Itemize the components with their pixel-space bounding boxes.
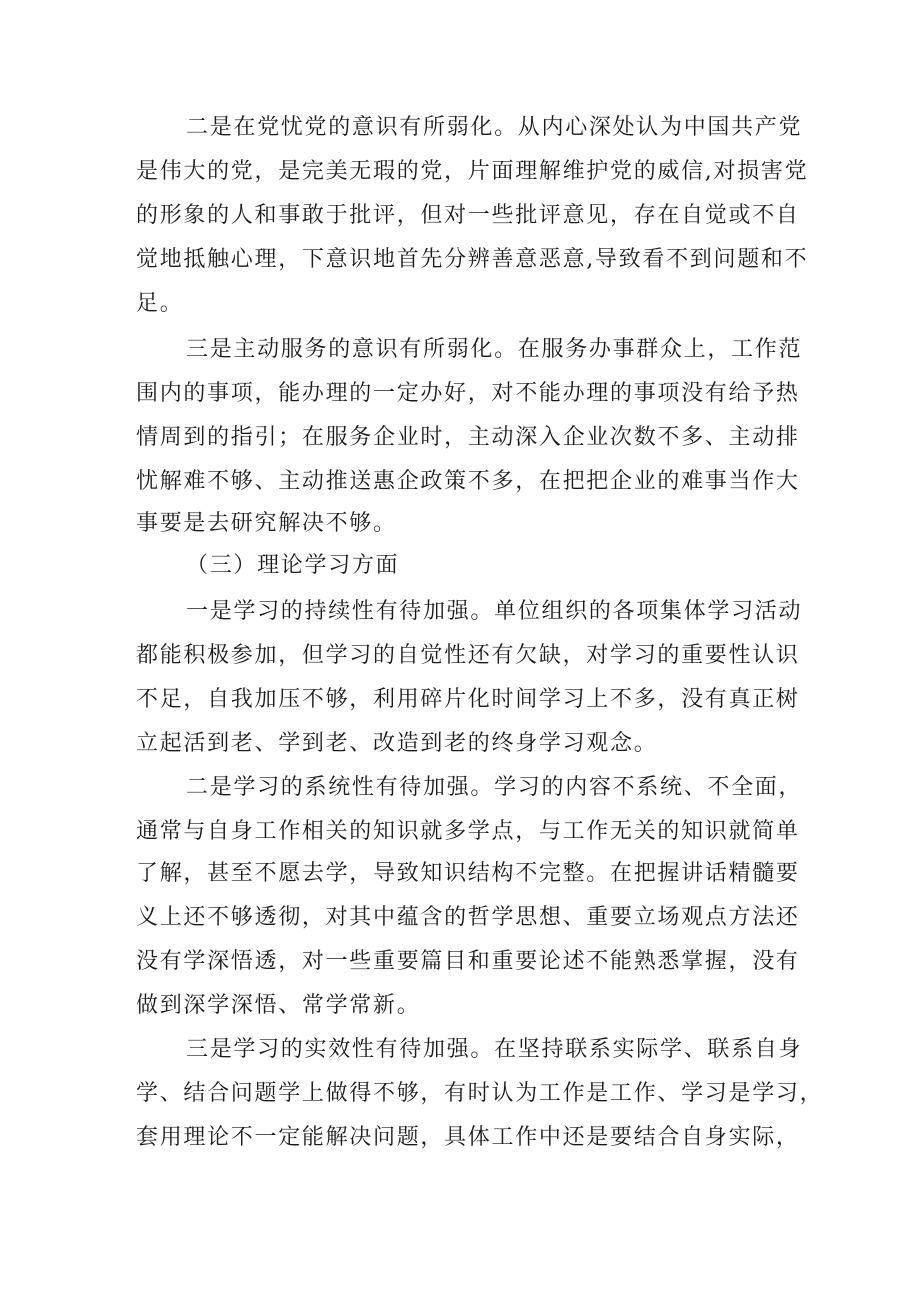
paragraph-4-line-1: 二是学习的系统性有待加强。学习的内容不系统、不全面，	[186, 775, 803, 800]
section-heading: （三）理论学习方面	[186, 553, 400, 578]
paragraph-4-line-4: 义上还不够透彻，对其中蕴含的哲学思想、重要立场观点方法还	[136, 905, 800, 930]
paragraph-2-line-2: 围内的事项，能办理的一定办好，对不能办理的事项没有给予热	[136, 381, 800, 406]
paragraph-3-line-4: 立起活到老、学到老、改造到老的终身学习观念。	[136, 731, 658, 756]
paragraph-5-line-1: 三是学习的实效性有待加强。在坚持联系实际学、联系自身	[186, 1037, 803, 1062]
paragraph-4-line-6: 做到深学深悟、常学常新。	[136, 993, 421, 1018]
paragraph-1-line-2: 是伟大的党，是完美无瑕的党，片面理解维护党的威信,对损害党	[136, 159, 809, 184]
paragraph-2-line-1: 三是主动服务的意识有所弱化。在服务办事群众上，工作范	[186, 337, 803, 362]
paragraph-4-line-5: 没有学深悟透，对一些重要篇目和重要论述不能熟悉掌握，没有	[136, 949, 800, 974]
paragraph-3-line-2: 都能积极参加，但学习的自觉性还有欠缺，对学习的重要性认识	[136, 643, 800, 668]
paragraph-1-line-1: 二是在党忧党的意识有所弱化。从内心深处认为中国共产党	[186, 115, 803, 140]
paragraph-2-line-4: 忧解难不够、主动推送惠企政策不多，在把把企业的难事当作大	[136, 469, 800, 494]
paragraph-1-line-4: 觉地抵触心理，下意识地首先分辨善意恶意,导致看不到问题和不	[136, 247, 809, 272]
paragraph-3-line-1: 一是学习的持续性有待加强。单位组织的各项集体学习活动	[186, 599, 803, 624]
paragraph-5-line-2: 学、结合问题学上做得不够，有时认为工作是工作、学习是学习，	[136, 1081, 824, 1106]
paragraph-1-line-5: 足。	[136, 291, 184, 316]
paragraph-3-line-3: 不足，自我加压不够，利用碎片化时间学习上不多，没有真正树	[136, 687, 800, 712]
paragraph-2-line-5: 事要是去研究解决不够。	[136, 511, 397, 536]
paragraph-4-line-2: 通常与自身工作相关的知识就多学点，与工作无关的知识就简单	[136, 819, 800, 844]
paragraph-4-line-3: 了解，甚至不愿去学，导致知识结构不完整。在把握讲话精髓要	[136, 861, 800, 886]
paragraph-1-line-3: 的形象的人和事敢于批评，但对一些批评意见，存在自觉或不自	[136, 203, 800, 228]
paragraph-2-line-3: 情周到的指引；在服务企业时，主动深入企业次数不多、主动排	[136, 425, 800, 450]
paragraph-5-line-3: 套用理论不一定能解决问题，具体工作中还是要结合自身实际，	[136, 1125, 800, 1150]
